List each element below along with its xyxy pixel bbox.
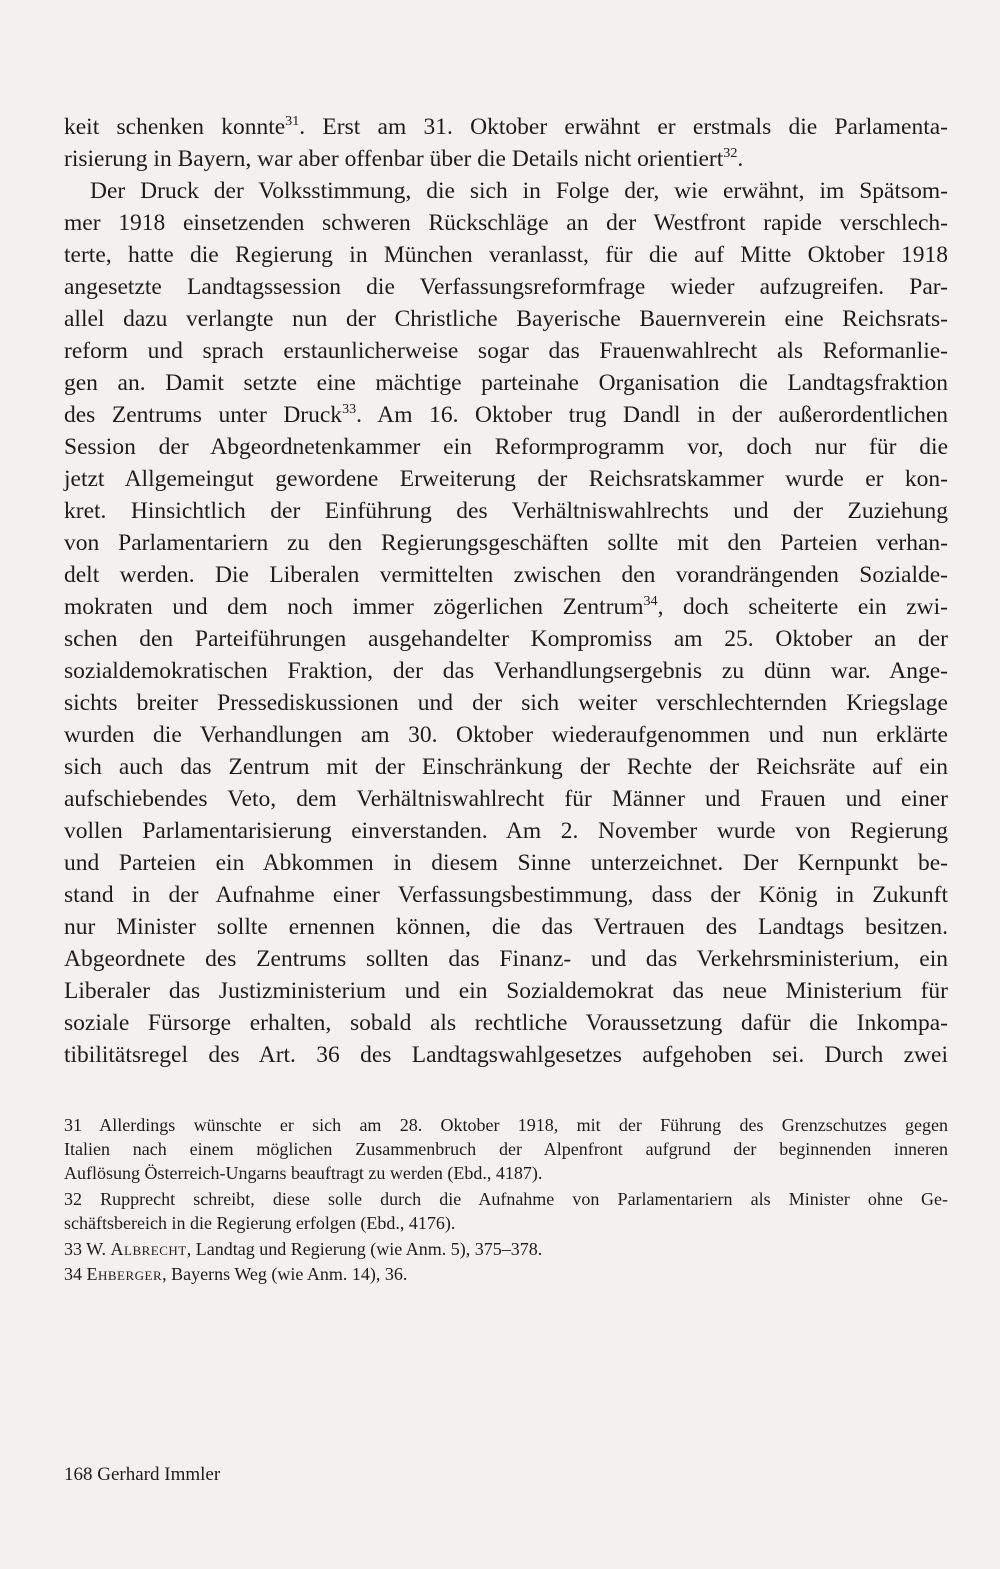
body-line: angesetzte Landtagssession die Verfassungsreformfrage wieder aufzugreifen. Par- <box>64 274 948 300</box>
body-line: Abgeordnete des Zentrums sollten das Finanz- und das Verkehrsministerium, ein <box>64 946 948 972</box>
body-line: nur Minister sollte ernennen können, die das Vertrauen des Landtags besitzen. <box>64 914 948 940</box>
page-footer <box>64 1463 220 1487</box>
body-line: aufschiebendes Veto, dem Verhältniswahlrecht für Männer und Frauen und einer <box>64 786 948 812</box>
body-line: und Parteien ein Abkommen in diesem Sinne unterzeichnet. Der Kernpunkt be- <box>64 850 948 876</box>
footnote-ref: 32 <box>723 145 738 162</box>
body-line: soziale Fürsorge erhalten, sobald als rechtliche Voraussetzung dafür die Inkompa- <box>64 1010 948 1036</box>
page-number: 168 <box>64 1464 93 1485</box>
body-line: sich auch das Zentrum mit der Einschränkung der Rechte der Reichsräte auf ein <box>64 754 948 780</box>
footnote-line: 34 Ehberger, Bayerns Weg (wie Anm. 14), 36. <box>64 1264 408 1284</box>
body-line: stand in der Aufnahme einer Verfassungsbestimmung, dass der König in Zukunft <box>64 882 948 908</box>
body-line: gen an. Damit setzte eine mächtige parteinahe Organisation die Landtagsfraktion <box>64 370 948 396</box>
body-line: reform und sprach erstaunlicherweise sogar das Frauenwahlrecht als Reformanlie- <box>64 338 948 364</box>
body-line: Der Druck der Volksstimmung, die sich in Folge der, wie erwähnt, im Spätsom- <box>90 178 948 204</box>
body-line: vollen Parlamentarisierung einverstanden. Am 2. November wurde von Regierung <box>64 818 948 844</box>
body-line: keit schenken konnte$^{31}$. Erst am 31. Oktober erwähnt er erstmals die Parlamenta- <box>64 113 948 140</box>
body-line: sozialdemokratischen Fraktion, der das Verhandlungsergebnis zu dünn war. Ange- <box>64 658 948 684</box>
body-line: tibilitätsregel des Art. 36 des Landtagswahlgesetzes aufgehoben sei. Durch zwei <box>64 1042 948 1068</box>
running-author: Gerhard Immler <box>97 1464 221 1485</box>
body-line: mer 1918 einsetzenden schweren Rückschläge an der Westfront rapide verschlech- <box>64 210 948 236</box>
body-line: allel dazu verlangte nun der Christliche Bayerische Bauernverein eine Reichsrats- <box>64 306 948 332</box>
footnote-ref: 33 <box>342 401 357 418</box>
footnote-line: 33 W. Albrecht, Landtag und Regierung (wie Anm. 5), 375–378. <box>64 1239 543 1259</box>
author-name: Ehberger <box>86 1264 163 1284</box>
footnote-line: Auflösung Österreich-Ungarns beauftragt zu werden (Ebd., 4187). <box>64 1163 543 1183</box>
body-line: risierung in Bayern, war aber offenbar über die Details nicht orientiert$^{32}$. <box>64 145 744 172</box>
body-line: terte, hatte die Regierung in München veranlasst, für die auf Mitte Oktober 1918 <box>64 242 948 268</box>
footnote-line: 32 Rupprecht schreibt, diese solle durch die Aufnahme von Parlamentariern als Minister ohne Ge- <box>64 1189 948 1209</box>
author-name: Albrecht <box>110 1239 187 1259</box>
body-line: Session der Abgeordnetenkammer ein Reformprogramm vor, doch nur für die <box>64 434 948 460</box>
body-line: jetzt Allgemeingut gewordene Erweiterung der Reichsratskammer wurde er kon- <box>64 466 948 492</box>
body-line: delt werden. Die Liberalen vermittelten zwischen den vorandrängenden Sozialde- <box>64 562 948 588</box>
footnote-line: Italien nach einem möglichen Zusammenbruch der Alpenfront aufgrund der beginnenden inneren <box>64 1139 948 1159</box>
body-line: des Zentrums unter Druck$^{33}$. Am 16. Oktober trug Dandl in der außerordentlichen <box>64 401 948 428</box>
footnote-ref: 34 <box>643 593 658 610</box>
footnote-line: 31 Allerdings wünschte er sich am 28. Oktober 1918, mit der Führung des Grenzschutzes gegen <box>64 1115 948 1135</box>
body-line: wurden die Verhandlungen am 30. Oktober wiederaufgenommen und nun erklärte <box>64 722 948 748</box>
body-line: kret. Hinsichtlich der Einführung des Verhältniswahlrechts und der Zuziehung <box>64 498 948 524</box>
body-line: mokraten und dem noch immer zögerlichen Zentrum$^{34}$, doch scheiterte ein zwi- <box>64 593 948 620</box>
footnote-line: schäftsbereich in die Regierung erfolgen (Ebd., 4176). <box>64 1213 456 1233</box>
body-line: Liberaler das Justizministerium und ein Sozialdemokrat das neue Ministerium für <box>64 978 948 1004</box>
body-line: schen den Parteiführungen ausgehandelter Kompromiss am 25. Oktober an der <box>64 626 948 652</box>
body-line: von Parlamentariern zu den Regierungsgeschäften sollte mit den Parteien verhan- <box>64 530 948 556</box>
body-line: sichts breiter Pressediskussionen und der sich weiter verschlechternden Kriegslage <box>64 690 948 716</box>
footnote-ref: 31 <box>285 113 300 130</box>
